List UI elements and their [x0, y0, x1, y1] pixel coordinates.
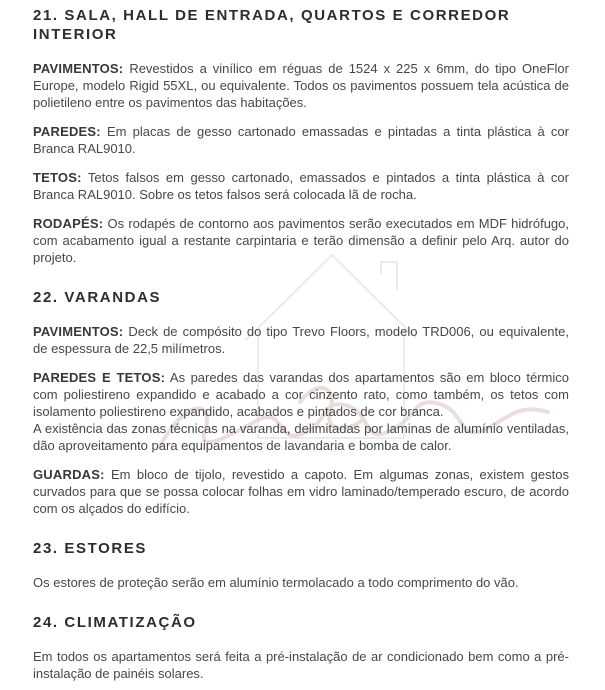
paragraph-text: Os estores de proteção serão em alumínio termolacado a todo comprimento do vão.: [33, 575, 519, 590]
paragraph-text: Em todos os apartamentos será feita a pré-instalação de ar condicionado bem como a pré- instalação de painéis solares.: [33, 649, 569, 681]
paragraph-label: TETOS:: [33, 170, 82, 185]
paragraph-text: Revestidos a vinílico em réguas de 1524 x 225 x 6mm, do tipo OneFlor Europe, modelo Rigid 55XL, ou equivalente. Todos os pavimentos possuem tela acústica de polietileno entre os pavimentos das habitações.: [33, 61, 569, 110]
section-22-heading: 22. VARANDAS: [33, 289, 162, 306]
section-24: [33, 613, 569, 682]
section-23-heading: 23. ESTORES: [33, 540, 148, 557]
paragraph-label: PAREDES:: [33, 124, 101, 139]
paragraph-label: RODAPÉS:: [33, 216, 104, 231]
paragraph-climatizacao-24: [33, 648, 569, 682]
paragraph-guardas-22: [33, 466, 569, 517]
paragraph-label: PAVIMENTOS:: [33, 61, 124, 76]
section-21-heading: 21. SALA, HALL DE ENTRADA, QUARTOS E CORREDOR INTERIOR: [33, 7, 511, 43]
paragraph-text: As paredes das varandas dos apartamentos são em bloco térmico com poliestireno expandido e acabado a cor cinzento rato, como também, os tetos com isolamento poliestireno expandido, acabados e pintados de cor branca.: [33, 370, 569, 419]
paragraph-pavimentos-22: [33, 323, 569, 357]
paragraph-text: Os rodapés de contorno aos pavimentos serão executados em MDF hidrófugo, com acabamento igual a restante carpintaria e terão dimensão a definir pelo Arq. autor do projeto.: [33, 216, 569, 265]
paragraph-text: Deck de compósito do tipo Trevo Floors, modelo TRD006, ou equivalente, de espessura de 22,5 milímetros.: [33, 324, 569, 356]
paragraph-text: Tetos falsos em gesso cartonado, emassados e pintados a tinta plástica à cor Branca RAL9010. Sobre os tetos falsos será colocada lã de rocha.: [33, 170, 569, 202]
section-22: [33, 288, 569, 517]
paragraph-text: Em bloco de tijolo, revestido a capoto. Em algumas zonas, existem gestos curvados para que se possa colocar folhas em vidro laminado/temperado escuro, de acordo com os alçados do edifício.: [33, 467, 569, 516]
paragraph-label: PAVIMENTOS:: [33, 324, 124, 339]
paragraph-paredes-tetos-22: [33, 369, 569, 454]
paragraph-tetos-21: [33, 169, 569, 203]
paragraph-text: Em placas de gesso cartonado emassadas e pintadas a tinta plástica à cor Branca RAL9010.: [33, 124, 569, 156]
section-24-heading: 24. CLIMATIZAÇÃO: [33, 614, 197, 631]
section-23: [33, 539, 569, 591]
paragraph-label: GUARDAS:: [33, 467, 105, 482]
paragraph-text-continued: A existência das zonas técnicas na varanda, delimitadas por laminas de alumínio ventiladas, dão aproveitamento para equipamentos de lavandaria e bomba de calor.: [33, 421, 569, 453]
paragraph-rodapes-21: [33, 215, 569, 266]
paragraph-estores-23: [33, 574, 569, 591]
paragraph-pavimentos-21: [33, 60, 569, 111]
paragraph-label: PAREDES E TETOS:: [33, 370, 166, 385]
paragraph-paredes-21: [33, 123, 569, 157]
section-21: [33, 6, 569, 266]
